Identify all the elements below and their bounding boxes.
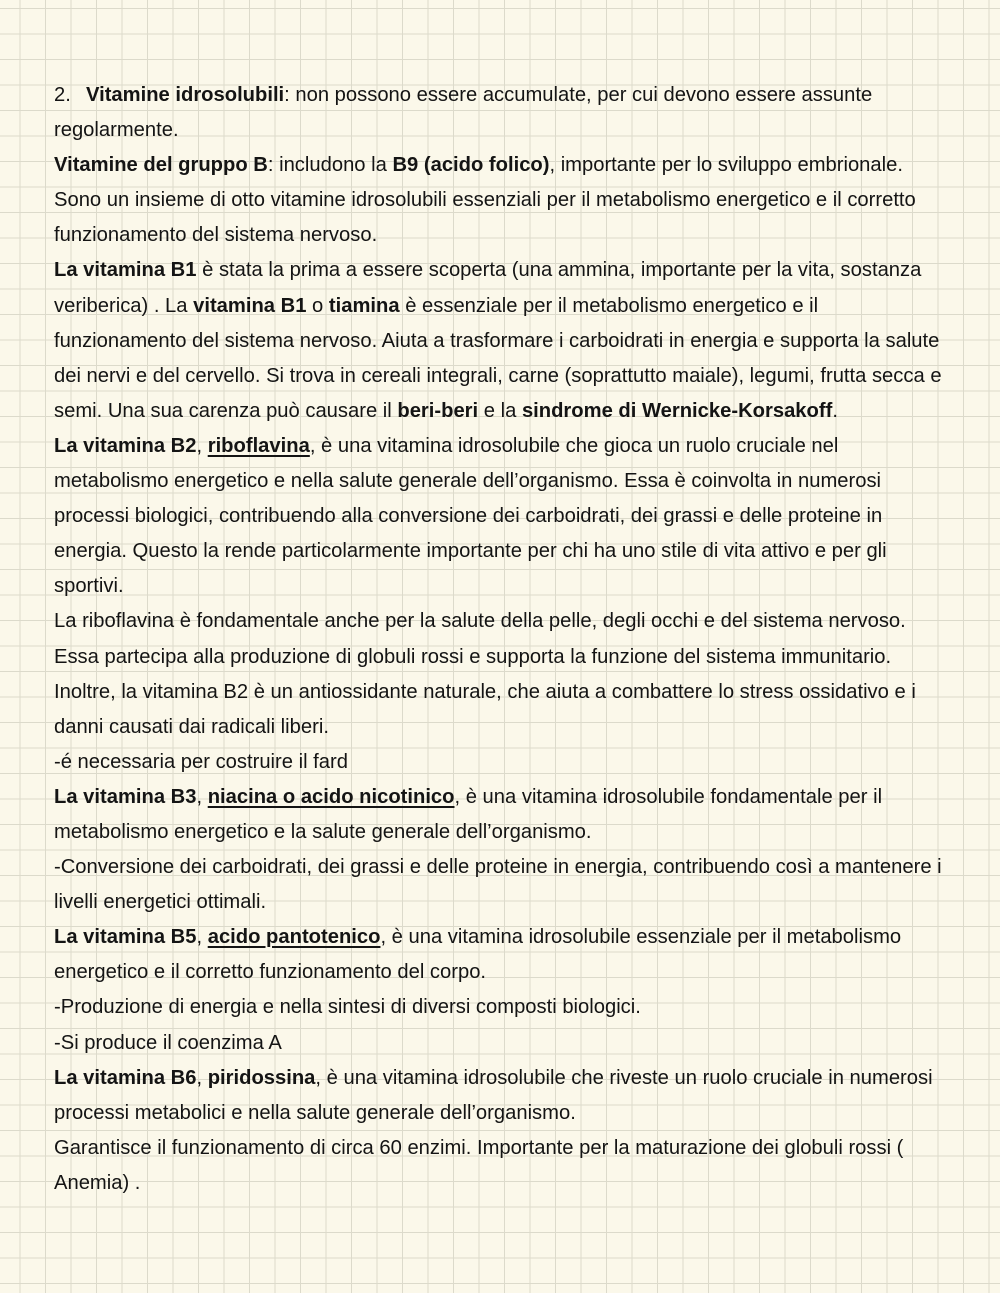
text-run: Garantisce il funzionamento di circa 60 enzimi. Importante per la maturazione dei globuli rossi ( Anemia) . bbox=[54, 1136, 904, 1194]
bold-term: Vitamine del gruppo B bbox=[54, 154, 268, 177]
note-paragraph bbox=[54, 253, 954, 428]
note-paragraph bbox=[54, 78, 954, 148]
bold-term: La vitamina B5 bbox=[54, 926, 197, 949]
text-run: è stata la prima a essere scoperta (una ammina, importante per la vita, sostanza veriberica) . La bbox=[54, 259, 922, 317]
note-paragraph bbox=[54, 920, 954, 990]
bold-term: La vitamina B3 bbox=[54, 785, 197, 808]
text-run: , è una vitamina idrosolubile essenziale per il metabolismo energetico e il corretto funzionamento del corpo. bbox=[54, 926, 902, 984]
note-paragraph bbox=[54, 429, 954, 604]
text-run: , bbox=[196, 785, 208, 808]
text-run: , bbox=[196, 1066, 208, 1089]
bold-term: tiamina bbox=[328, 294, 400, 317]
underlined-term: acido pantotenico bbox=[207, 926, 381, 949]
note-paragraph bbox=[54, 780, 954, 850]
note-paragraph bbox=[54, 1131, 954, 1201]
bold-term: La vitamina B1 bbox=[54, 259, 197, 282]
text-run: è essenziale per il metabolismo energetico e il funzionamento del sistema nervoso. Aiuta a trasformare i carboidrati in energia e supporta la salute dei nervi e del cervello. Si trova in cereali integrali, carne (soprattutto maiale), legumi, frutta secca e semi. Una sua carenza può causare il bbox=[54, 294, 942, 422]
text-run: e la bbox=[478, 399, 522, 422]
bold-term: beri-beri bbox=[397, 399, 479, 422]
bold-term: sindrome di Wernicke-Korsakoff bbox=[521, 399, 833, 422]
note-paragraph bbox=[54, 850, 954, 920]
note-paragraph bbox=[54, 1061, 954, 1131]
note-paragraph bbox=[54, 148, 954, 253]
note-page bbox=[54, 78, 954, 1201]
bold-term: La vitamina B6 bbox=[54, 1066, 197, 1089]
bold-term: La vitamina B2 bbox=[54, 434, 197, 457]
bold-term: Vitamine idrosolubili bbox=[86, 84, 285, 106]
bold-term: vitamina B1 bbox=[193, 294, 307, 317]
text-run: La riboflavina è fondamentale anche per la salute della pelle, degli occhi e del sistema nervoso. Essa partecipa alla produzione di globuli rossi e supporta la funzione del sistema immunitario. Inoltre, la vitamina B2 è un antiossidante naturale, che aiuta a combattere lo stress ossidativo e i danni causati dai radicali liberi. bbox=[54, 610, 916, 738]
text-run: , è una vitamina idrosolubile che gioca un ruolo cruciale nel metabolismo energetico e nella salute generale dell’organismo. Essa è coinvolta in numerosi processi biologici, contribuendo alla conversione dei carboidrati, dei grassi e delle proteine in energia. Questo la rende particolarmente importante per chi ha uno stile di vita attivo e per gli sportivi. bbox=[54, 434, 887, 598]
text-run: o bbox=[306, 294, 329, 317]
text-run: : includono la bbox=[267, 154, 393, 177]
text-run: -Produzione di energia e nella sintesi di diversi composti biologici. bbox=[54, 996, 641, 1019]
text-run: -é necessaria per costruire il fard bbox=[54, 750, 348, 773]
text-run: , è una vitamina idrosolubile che riveste un ruolo cruciale in numerosi processi metabolici e nella salute generale dell’organismo. bbox=[54, 1066, 933, 1124]
text-run: , bbox=[196, 434, 208, 457]
text-run: -Conversione dei carboidrati, dei grassi e delle proteine in energia, contribuendo così a mantenere i livelli energetici ottimali. bbox=[54, 856, 942, 914]
text-run: : non possono essere accumulate, per cui devono essere assunte regolarmente. bbox=[54, 84, 873, 142]
underlined-term: niacina o acido nicotinico bbox=[207, 785, 455, 808]
note-paragraph bbox=[54, 604, 954, 744]
note-paragraph bbox=[54, 745, 954, 780]
text-run: , bbox=[196, 926, 208, 949]
text-run: -Si produce il coenzima A bbox=[54, 1031, 282, 1054]
bold-term: B9 (acido folico) bbox=[392, 154, 550, 177]
note-paragraph bbox=[54, 990, 954, 1025]
text-run: . bbox=[832, 399, 838, 422]
text-run: , importante per lo sviluppo embrionale. Sono un insieme di otto vitamine idrosolubili essenziali per il metabolismo energetico e il corretto funzionamento del sistema nervoso. bbox=[54, 154, 916, 247]
list-number: 2. bbox=[54, 84, 71, 106]
underlined-term: riboflavina bbox=[207, 434, 310, 457]
bold-term: piridossina bbox=[207, 1066, 316, 1089]
note-paragraph bbox=[54, 1026, 954, 1061]
text-run: , è una vitamina idrosolubile fondamentale per il metabolismo energetico e la salute generale dell’organismo. bbox=[54, 785, 883, 843]
